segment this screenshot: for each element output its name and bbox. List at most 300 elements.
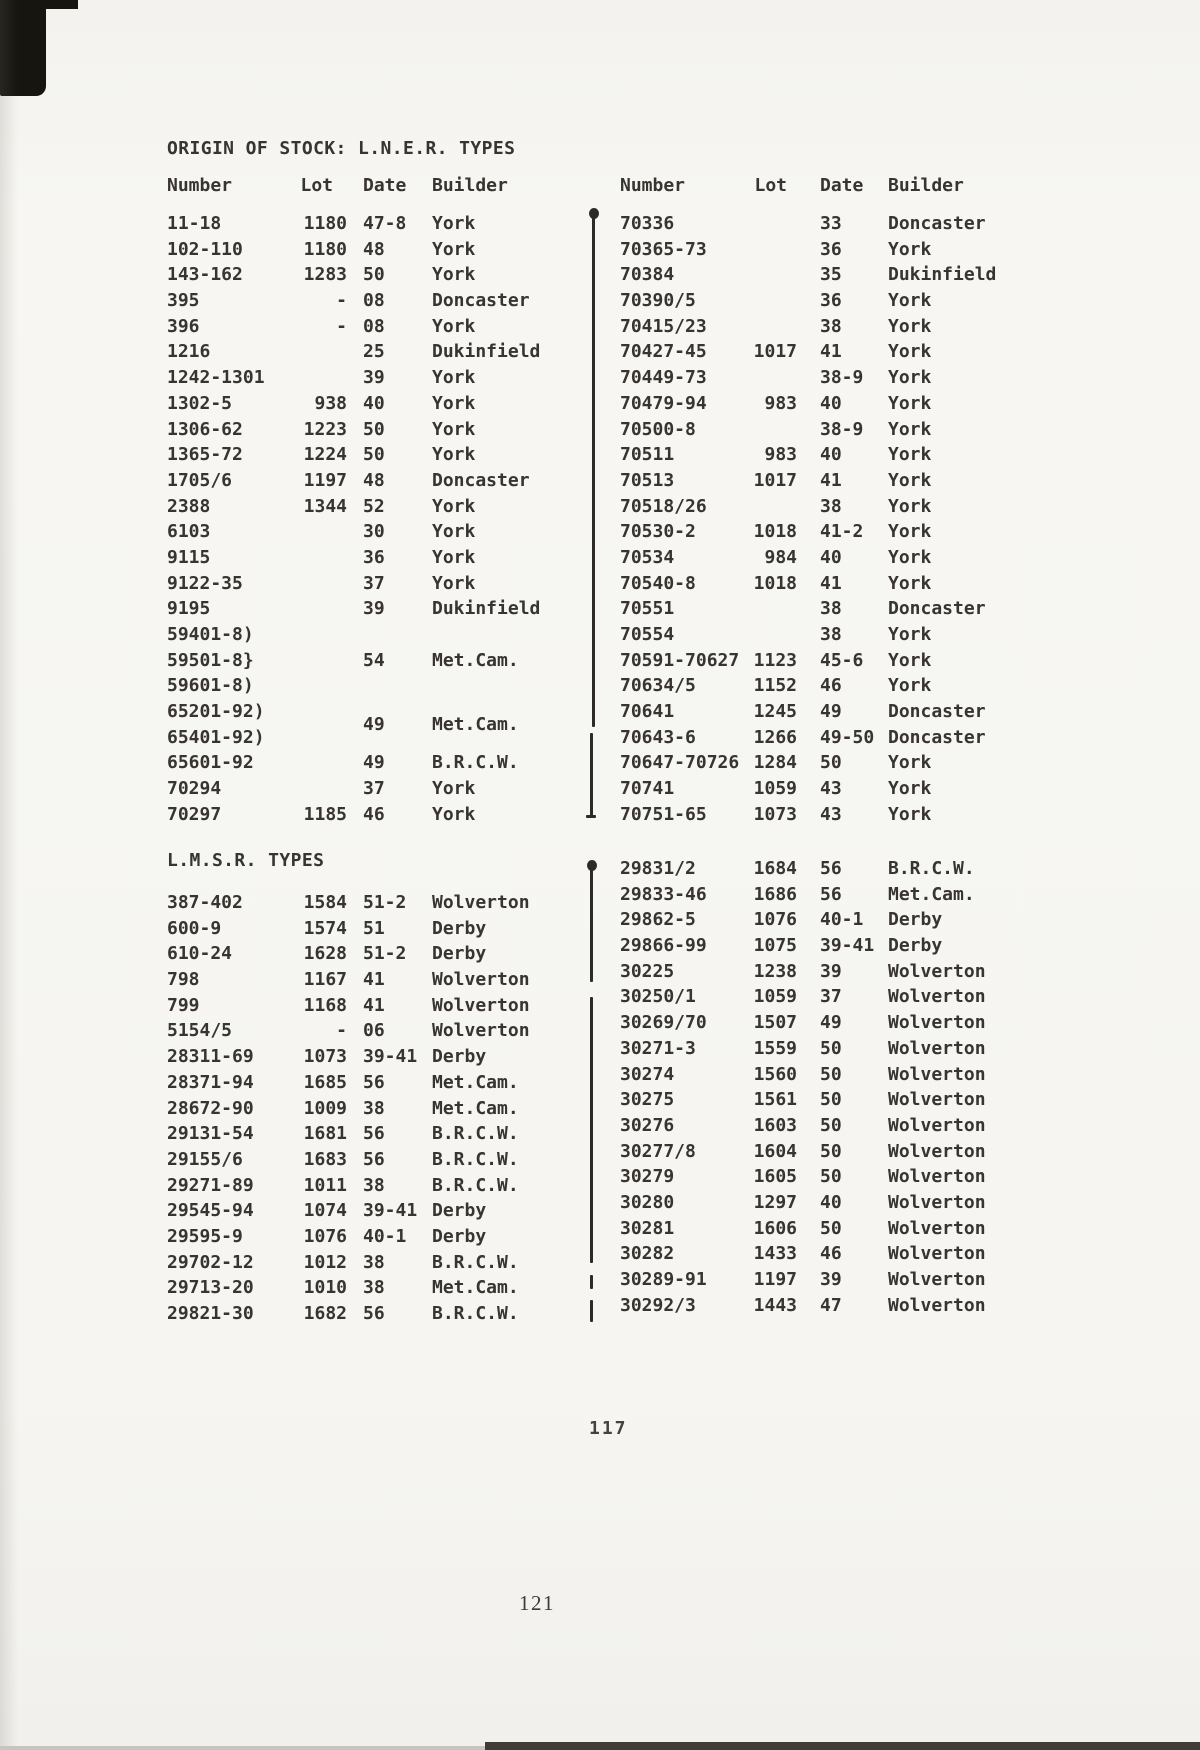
cell-date: 56 (363, 1303, 385, 1324)
cell-number: 29862-5 (620, 909, 696, 931)
cell-builder: York (888, 495, 932, 517)
cell-lot: 1168 (303, 994, 347, 1016)
cell-lot: 1685 (303, 1071, 347, 1093)
cell-number: 1242-1301 (167, 367, 265, 389)
cell-date: 56 (820, 858, 842, 879)
cell-date: 37 (363, 572, 385, 594)
cell-number: 387-402 (167, 892, 243, 913)
cell-builder: B.R.C.W. (432, 1251, 519, 1273)
cell-number: 798 (167, 969, 200, 991)
cell-number: 70390/5 (620, 290, 696, 312)
cell-builder: Wolverton (888, 1063, 986, 1085)
cell-lot: 1682 (303, 1303, 347, 1324)
cell-date: 37 (820, 986, 842, 1008)
cell-number: 11-18 (167, 213, 222, 234)
ink-line-lner-tail (590, 733, 593, 818)
cell-lot (297, 545, 347, 571)
cell-lot: 1443 (753, 1294, 797, 1316)
cell-builder: B.R.C.W. (432, 1174, 519, 1196)
cell-lot (745, 211, 797, 237)
cell-lot (297, 365, 347, 391)
cell-builder: Wolverton (888, 1166, 986, 1188)
cell-lot: - (336, 1020, 347, 1042)
cell-builder: Wolverton (888, 1243, 986, 1265)
cell-builder: Met.Cam. (432, 1071, 519, 1093)
page-title: ORIGIN OF STOCK: L.N.E.R. TYPES (167, 138, 516, 159)
cell-lot: 1605 (753, 1166, 797, 1188)
cell-builder: York (888, 341, 932, 363)
cell-date: 51-2 (363, 892, 407, 913)
cell-date: 56 (363, 1123, 385, 1145)
cell-lot (745, 262, 797, 288)
cell-lot: 1012 (303, 1251, 347, 1273)
cell-number: 29595-9 (167, 1225, 243, 1247)
cell-number: 70427-45 (620, 341, 707, 363)
ink-line-lmsr-2 (590, 997, 593, 1263)
cell-date: 37 (363, 778, 385, 800)
cell-date: 38 (820, 495, 842, 517)
cell-lot (297, 519, 347, 545)
cell-date: 40 (820, 1191, 842, 1213)
cell-builder: Dukinfield (432, 598, 541, 620)
cell-lot: 1018 (753, 521, 797, 543)
cell-lot: 984 (764, 546, 797, 568)
cell-date: 49 (820, 701, 842, 723)
column-headers-right (620, 175, 1068, 196)
cell-number: 30282 (620, 1243, 675, 1265)
cell-date: 41-2 (820, 521, 864, 543)
cell-builder: York (888, 392, 932, 414)
cell-lot: 1223 (303, 418, 347, 440)
cell-date: 41 (363, 994, 385, 1016)
scan-edge-bottom-strip (485, 1742, 1200, 1750)
cell-builder: York (432, 495, 476, 517)
cell-lot: 1628 (303, 943, 347, 965)
cell-date: 38 (820, 315, 842, 337)
cell-date: 08 (363, 315, 385, 337)
cell-lot: 1075 (753, 935, 797, 957)
cell-number: 70647-70726 (620, 752, 740, 774)
cell-date: 33 (820, 213, 842, 234)
cell-number: 9195 (167, 598, 211, 620)
cell-number: 65401-92) (167, 726, 265, 748)
cell-lot: 1684 (753, 858, 797, 879)
cell-builder: Wolverton (888, 1114, 986, 1136)
cell-lot: 1574 (303, 917, 347, 939)
cell-number: 70513 (620, 469, 675, 491)
cell-builder: York (432, 418, 476, 440)
cell-date: 38-9 (820, 418, 864, 440)
cell-lot: 1559 (753, 1037, 797, 1059)
cell-builder: Met.Cam. (432, 649, 519, 671)
cell-builder: York (888, 572, 932, 594)
cell-date: 46 (820, 675, 842, 697)
cell-lot: 1074 (303, 1200, 347, 1222)
cell-number: 30292/3 (620, 1294, 696, 1316)
cell-date: 50 (820, 1037, 842, 1059)
cell-number: 29821-30 (167, 1303, 254, 1324)
cell-builder: York (432, 521, 476, 543)
cell-lot: - (336, 315, 347, 337)
cell-lot: 1152 (753, 675, 797, 697)
cell-builder: York (432, 778, 476, 800)
cell-lot: 1123 (753, 649, 797, 671)
cell-date: 39-41 (820, 935, 875, 957)
cell-date: 40-1 (363, 1225, 407, 1247)
cell-number: 29831/2 (620, 858, 696, 879)
cell-lot: 1059 (753, 778, 797, 800)
cell-date: 50 (820, 752, 842, 774)
cell-number: 70365-73 (620, 238, 707, 260)
cell-lot (297, 596, 347, 622)
cell-lot: 1185 (303, 803, 347, 825)
cell-lot: 1283 (303, 264, 347, 286)
cell-lot: 1683 (303, 1148, 347, 1170)
cell-date: 48 (363, 238, 385, 260)
cell-lot: 1011 (303, 1174, 347, 1196)
cell-lot: 1433 (753, 1243, 797, 1265)
cell-number: 70511 (620, 444, 675, 466)
ink-dash-2 (590, 1300, 593, 1322)
cell-lot: 1017 (753, 469, 797, 491)
cell-number: 70518/26 (620, 495, 707, 517)
cell-builder: B.R.C.W. (432, 1303, 519, 1324)
cell-lot (745, 314, 797, 340)
cell-number: 396 (167, 315, 200, 337)
cell-number: 70530-2 (620, 521, 696, 543)
cell-lot (297, 339, 347, 365)
cell-builder: Wolverton (888, 1269, 986, 1290)
cell-number: 70449-73 (620, 367, 707, 389)
cell-date: 38 (820, 598, 842, 620)
lmsr-table-left-column (167, 890, 622, 1327)
cell-builder: Wolverton (888, 1294, 986, 1316)
cell-number: 70297 (167, 803, 222, 825)
cell-lot: 1238 (753, 960, 797, 982)
cell-number: 610-24 (167, 943, 233, 965)
cell-date: 40 (820, 392, 842, 414)
cell-date: 46 (820, 1243, 842, 1265)
cell-builder: Wolverton (888, 1191, 986, 1213)
cell-number: 59401-8) (167, 624, 254, 645)
cell-date: 40-1 (820, 909, 864, 931)
cell-date: 41 (363, 969, 385, 991)
cell-number: 29155/6 (167, 1148, 243, 1170)
cell-builder: Doncaster (432, 469, 530, 491)
cell-number: 29545-94 (167, 1200, 254, 1222)
column-headers-left (167, 175, 612, 196)
cell-builder: B.R.C.W. (888, 858, 975, 879)
cell-builder: York (888, 624, 932, 645)
column-header-builder: Builder (888, 175, 964, 196)
cell-number: 30277/8 (620, 1140, 696, 1162)
cell-number: 1302-5 (167, 392, 233, 414)
cell-builder: York (888, 444, 932, 466)
cell-number: 70591-70627 (620, 649, 740, 671)
cell-lot: 983 (764, 392, 797, 414)
cell-builder: York (432, 315, 476, 337)
cell-date: 08 (363, 290, 385, 312)
cell-builder: York (888, 803, 932, 825)
lner-table-left-column (167, 211, 622, 828)
cell-builder: Dukinfield (888, 264, 997, 286)
cell-lot (745, 365, 797, 391)
cell-builder: York (888, 521, 932, 543)
cell-builder: York (888, 315, 932, 337)
cell-number: 30276 (620, 1114, 675, 1136)
cell-number: 1306-62 (167, 418, 243, 440)
cell-builder: Wolverton (888, 1140, 986, 1162)
cell-date: 40 (363, 392, 385, 414)
cell-date: 50 (363, 444, 385, 466)
cell-number: 799 (167, 994, 200, 1016)
cell-lot: 1284 (753, 752, 797, 774)
cell-number: 29131-54 (167, 1123, 254, 1145)
cell-builder: Wolverton (888, 1037, 986, 1059)
cell-lot: 1606 (753, 1217, 797, 1239)
cell-builder: Wolverton (432, 1020, 530, 1042)
cell-number: 9122-35 (167, 572, 243, 594)
cell-lot (297, 571, 347, 597)
cell-builder: York (888, 238, 932, 260)
cell-date: 56 (363, 1071, 385, 1093)
cell-date: 39 (820, 1269, 842, 1290)
cell-number: 28311-69 (167, 1046, 254, 1068)
cell-date: 54 (363, 649, 385, 671)
cell-number: 70540-8 (620, 572, 696, 594)
cell-lot: 1603 (753, 1114, 797, 1136)
cell-number: 29713-20 (167, 1277, 254, 1299)
cell-lot (745, 494, 797, 520)
cell-lot: 983 (764, 444, 797, 466)
cell-number: 395 (167, 290, 200, 312)
cell-date: 38 (363, 1277, 385, 1299)
cell-builder: Wolverton (432, 969, 530, 991)
cell-builder: York (888, 469, 932, 491)
cell-number: 28371-94 (167, 1071, 254, 1093)
cell-date: 39 (363, 598, 385, 620)
cell-builder: York (888, 649, 932, 671)
cell-builder: Dukinfield (432, 341, 541, 363)
cell-number: 70534 (620, 546, 675, 568)
cell-number: 70336 (620, 213, 675, 234)
cell-builder: York (888, 778, 932, 800)
cell-builder: York (888, 546, 932, 568)
cell-builder: York (888, 290, 932, 312)
cell-number: 70415/23 (620, 315, 707, 337)
cell-builder: Wolverton (888, 1089, 986, 1111)
cell-builder: Doncaster (888, 726, 986, 748)
cell-number: 30289-91 (620, 1269, 707, 1290)
cell-builder: York (432, 803, 476, 825)
cell-number: 30225 (620, 960, 675, 982)
cell-lot: 1167 (303, 969, 347, 991)
cell-date: 46 (363, 803, 385, 825)
cell-builder: Met.Cam. (432, 1097, 519, 1119)
cell-builder: York (888, 367, 932, 389)
cell-lot: 1604 (753, 1140, 797, 1162)
cell-number: 70634/5 (620, 675, 696, 697)
cell-date: 51-2 (363, 943, 407, 965)
cell-builder: York (888, 418, 932, 440)
cell-lot: 1017 (753, 341, 797, 363)
cell-lot (745, 622, 797, 648)
cell-number: 30279 (620, 1166, 675, 1188)
cell-date: 38 (363, 1174, 385, 1196)
cell-lot: 1197 (303, 469, 347, 491)
cell-number: 70479-94 (620, 392, 707, 414)
cell-builder: Derby (432, 1046, 487, 1068)
cell-date: 49 (363, 752, 385, 774)
cell-builder: Wolverton (888, 960, 986, 982)
cell-lot (745, 596, 797, 622)
cell-lot: 1010 (303, 1277, 347, 1299)
cell-builder: York (432, 238, 476, 260)
cell-lot (745, 417, 797, 443)
cell-lot: 1180 (303, 238, 347, 260)
cell-date: 41 (820, 341, 842, 363)
cell-date: 50 (820, 1140, 842, 1162)
section-title-lmsr: L.M.S.R. TYPES (167, 850, 325, 871)
cell-number: 70641 (620, 701, 675, 723)
cell-lot (297, 750, 347, 776)
cell-number: 1705/6 (167, 469, 233, 491)
cell-number: 70741 (620, 778, 675, 800)
cell-number: 70500-8 (620, 418, 696, 440)
printed-page-number: 121 (519, 1591, 555, 1615)
column-header-number: Number (620, 175, 686, 196)
cell-date: 40 (820, 546, 842, 568)
cell-date: 38 (363, 1097, 385, 1119)
cell-lot: 1245 (753, 701, 797, 723)
column-header-lot: Lot (300, 175, 333, 196)
cell-date: 45-6 (820, 649, 864, 671)
cell-number: 30271-3 (620, 1037, 696, 1059)
cell-number: 65601-92 (167, 752, 254, 774)
cell-builder: Doncaster (888, 598, 986, 620)
cell-date: 50 (820, 1217, 842, 1239)
scan-edge-bottom-strip-light (0, 1746, 485, 1750)
cell-date: 38 (363, 1251, 385, 1273)
cell-date: 36 (820, 290, 842, 312)
cell-number: 70551 (620, 598, 675, 620)
typed-page-number: 117 (589, 1418, 628, 1439)
lner-table-right-column (620, 211, 1078, 828)
cell-lot: 938 (314, 392, 347, 414)
cell-builder: B.R.C.W. (432, 1148, 519, 1170)
cell-date: 49 (820, 1012, 842, 1034)
cell-builder: Derby (432, 917, 487, 939)
lmsr-table-right-column (620, 856, 1078, 1318)
cell-number: 9115 (167, 546, 211, 568)
cell-builder: Wolverton (888, 1217, 986, 1239)
cell-lot: 1686 (753, 883, 797, 905)
cell-builder: York (432, 213, 476, 234)
cell-date: 50 (820, 1063, 842, 1085)
cell-lot (745, 237, 797, 263)
cell-lot (745, 288, 797, 314)
cell-date: 39-41 (363, 1046, 418, 1068)
cell-date: 47 (820, 1294, 842, 1316)
cell-number: 1216 (167, 341, 211, 363)
cell-lot: 1344 (303, 495, 347, 517)
cell-date: 39 (363, 367, 385, 389)
cell-lot: 1681 (303, 1123, 347, 1145)
cell-date: 43 (820, 803, 842, 825)
cell-number: 29833-46 (620, 883, 707, 905)
cell-number: 59601-8) (167, 675, 254, 697)
cell-lot: 1197 (753, 1269, 797, 1290)
cell-date: 52 (363, 495, 385, 517)
cell-lot: 1266 (753, 726, 797, 748)
cell-number: 30280 (620, 1191, 675, 1213)
cell-lot: 1224 (303, 444, 347, 466)
cell-lot: 1180 (303, 213, 347, 234)
cell-builder: Derby (888, 909, 943, 931)
cell-number: 70384 (620, 264, 675, 286)
cell-number: 102-110 (167, 238, 243, 260)
cell-number: 30274 (620, 1063, 675, 1085)
cell-number: 70751-65 (620, 803, 707, 825)
cell-date: 50 (820, 1089, 842, 1111)
cell-lot: 1507 (753, 1012, 797, 1034)
cell-builder: Met.Cam. (432, 713, 519, 735)
cell-lot: 1009 (303, 1097, 347, 1119)
cell-date: 41 (820, 572, 842, 594)
cell-date: 43 (820, 778, 842, 800)
cell-lot: 1584 (303, 892, 347, 913)
cell-builder: York (432, 546, 476, 568)
cell-number: 29702-12 (167, 1251, 254, 1273)
cell-number: 59501-8} (167, 649, 254, 671)
cell-date: 39-41 (363, 1200, 418, 1222)
cell-builder: Derby (432, 1200, 487, 1222)
cell-number: 30281 (620, 1217, 675, 1239)
cell-number: 28672-90 (167, 1097, 254, 1119)
cell-number: 1365-72 (167, 444, 243, 466)
cell-builder: Met.Cam. (888, 883, 975, 905)
cell-number: 29271-89 (167, 1174, 254, 1196)
cell-date: 38-9 (820, 367, 864, 389)
cell-date: 35 (820, 264, 842, 286)
cell-number: 5154/5 (167, 1020, 233, 1042)
column-header-number: Number (167, 175, 233, 196)
cell-date: 39 (820, 960, 842, 982)
cell-lot: - (336, 290, 347, 312)
cell-date: 25 (363, 341, 385, 363)
cell-number: 600-9 (167, 917, 222, 939)
cell-builder: B.R.C.W. (432, 1123, 519, 1145)
cell-number: 29866-99 (620, 935, 707, 957)
cell-builder: B.R.C.W. (432, 752, 519, 774)
cell-date: 49 (363, 713, 385, 735)
cell-date: 47-8 (363, 213, 407, 234)
cell-builder: York (432, 367, 476, 389)
cell-lot: 1297 (753, 1191, 797, 1213)
cell-builder: Doncaster (888, 213, 986, 234)
cell-date: 06 (363, 1020, 385, 1042)
cell-builder: Derby (888, 935, 943, 957)
cell-date: 41 (820, 469, 842, 491)
cell-lot: 1560 (753, 1063, 797, 1085)
column-header-builder: Builder (432, 175, 508, 196)
cell-builder: York (888, 675, 932, 697)
ink-line-lner (592, 216, 595, 727)
cell-builder: Doncaster (888, 701, 986, 723)
cell-lot: 1076 (753, 909, 797, 931)
cell-date: 50 (820, 1114, 842, 1136)
cell-lot: 1561 (753, 1089, 797, 1111)
